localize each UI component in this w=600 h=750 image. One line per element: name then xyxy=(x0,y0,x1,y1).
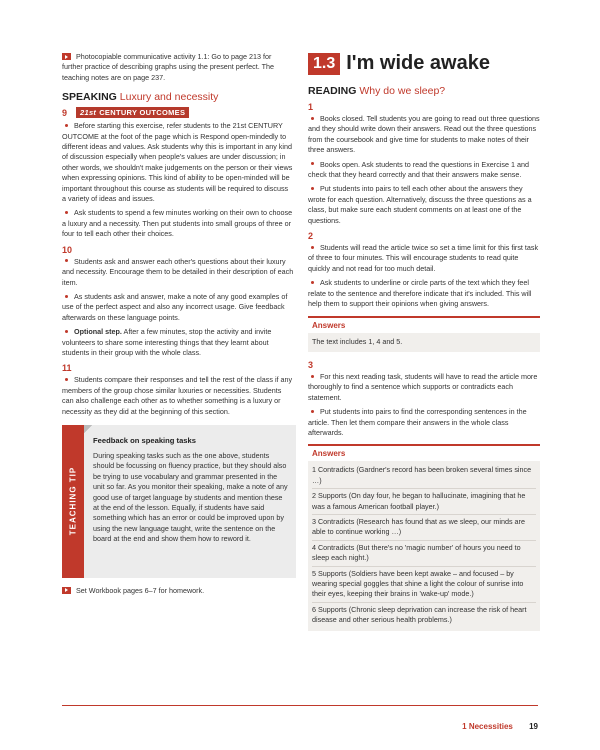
answer-line: 4 Contradicts (But there's no 'magic number' of hours you need to sleep each night.) xyxy=(312,541,536,567)
list-item: Students ask and answer each other's questions about their luxury and necessity. Encourage them to be detailed in their description of each item. xyxy=(62,256,294,287)
answer-line: 6 Supports (Chronic sleep deprivation can increase the risk of heart disease and other serious health problems.) xyxy=(312,604,527,625)
list-item: Books closed. Tell students you are going to read out three questions and they should write down their answers. Read out the three questions from the coursebook and give time for students to make notes of their three answers. xyxy=(308,114,540,155)
answer-line: The text includes 1, 4 and 5. xyxy=(312,336,403,346)
teaching-tip-title: Feedback on speaking tasks xyxy=(93,435,196,445)
arrow-icon xyxy=(62,587,71,594)
list-item: Books open. Ask students to read the questions in Exercise 1 and check that they heard correctly and that their answers make sense. xyxy=(308,159,529,180)
list-item: Ask students to underline or circle parts of the text which they feel relate to the sentence and therefore indicate that it's included. This will help them to support their opinions when giving answers. xyxy=(308,278,532,309)
answer-line: 1 Contradicts (Gardner's record has been broken several times since …) xyxy=(312,463,536,489)
list-item: Before starting this exercise, refer students to the 21st CENTURY OUTCOME at the foot of the page which is Respond open-mindedly to different ideas and values. Ask students why this is important in any kind of discussion especially when people's values are under discussion; in other words, we shouldn't make judgements on the person or their views when expressing opinions. This kind of ability to be open-minded will be important throughout this course as students will be required to discuss a variety of ideas and issues. xyxy=(62,121,293,204)
exercise-number: 11 xyxy=(62,363,72,374)
answer-line: 3 Contradicts (Research has found that as we sleep, our minds are able to continue working …) xyxy=(312,515,536,541)
teaching-tip-box xyxy=(84,425,296,578)
arrow-icon xyxy=(62,53,71,60)
answers-box xyxy=(308,444,540,630)
teaching-tip-label: TEACHING TIP xyxy=(62,425,84,578)
list-item: Students compare their responses and tell the rest of the class if any members of the group chose similar luxuries or necessities. Students can also challenge each other as to whether something is a luxury or necessity as they did at the beginning of this section. xyxy=(62,375,293,416)
exercise-number: 1 xyxy=(308,102,314,112)
teaching-tip-body: During speaking tasks such as the one above, students should be focussing on fluency practice, but they should also be trying to use vocabulary and grammar presented in the unit so far. As you monitor their speaking, make a note of any good use of target language by students and mention these at the end of the lesson. Equally, if students have said something which has an error or could be improved upon by using the new language taught, write the sentence on the board at the end and show them how to reword it. xyxy=(93,450,288,544)
list-item: As students ask and answer, make a note of any good examples of use of the perfect aspect and also any incorrect usage. Give feedback afterwards on these language points. xyxy=(62,291,288,322)
page-number: 19 xyxy=(529,722,538,731)
list-item: Put students into pairs to tell each other about the answers they wrote for each question. Alternatively, discuss the three questions as a class, but make sure each student comments on at least one of the questions. xyxy=(308,184,532,225)
century-outcomes-badge: 21st CENTURY OUTCOMES xyxy=(76,107,189,118)
answer-line: 2 Supports (On day four, he began to hallucinate, imagining that he was a famous American football player.) xyxy=(312,489,536,515)
exercise-number: 2 xyxy=(308,231,314,242)
answers-box xyxy=(308,316,540,352)
list-item: For this next reading task, students will have to read the article more thoroughly to find a sentence which supports or contradicts each statement. xyxy=(308,371,538,402)
footer-divider xyxy=(62,705,538,706)
answers-heading: Answers xyxy=(308,446,540,461)
exercise-number: 9 xyxy=(62,107,68,118)
teaching-tip xyxy=(62,425,294,578)
answers-heading: Answers xyxy=(308,318,540,333)
exercise-9-header xyxy=(62,107,294,118)
right-column xyxy=(308,52,540,639)
list-item: Students will read the article twice so set a time limit for this first task of three to four minutes. This will encourage students to read quite quickly and not read for too much detail. xyxy=(308,243,539,273)
page-footer xyxy=(462,722,538,731)
speaking-heading: SPEAKING Luxury and necessity xyxy=(62,91,219,104)
exercise-number: 10 xyxy=(62,244,73,255)
photocopiable-note: Photocopiable communicative activity 1.1: Go to page 213 for further practice of describing graphs using the present perfect. The teaching notes are on page 237. xyxy=(62,52,275,82)
left-column xyxy=(62,52,294,596)
answer-line: 5 Supports (Soldiers have been kept awake – and focused – by wearing special goggles that shine a light the colour of sunrise into their eyes, keeping their brains in 'wake-up' mode.) xyxy=(312,567,536,603)
exercise-number: 3 xyxy=(308,359,314,370)
lesson-title-row xyxy=(308,52,540,75)
list-item: Ask students to spend a few minutes working on their own to choose a luxury and a necessity. Then put students into small groups of three or four to tell each other their choices. xyxy=(62,208,293,239)
page-title: I'm wide awake xyxy=(346,52,490,74)
list-item: Optional step. After a few minutes, stop the activity and invite volunteers to share some interesting things that they learnt about students in their group with the whole class. xyxy=(62,327,272,357)
lesson-number: 1.3 xyxy=(308,53,340,75)
workbook-note: Set Workbook pages 6–7 for homework. xyxy=(62,586,294,596)
list-item: Put students into pairs to find the corresponding sentences in the article. Then let them compare their answers in the whole class afterwards. xyxy=(308,407,527,437)
reading-heading: READING Why do we sleep? xyxy=(308,85,446,97)
unit-label: 1 Necessities xyxy=(462,722,513,731)
